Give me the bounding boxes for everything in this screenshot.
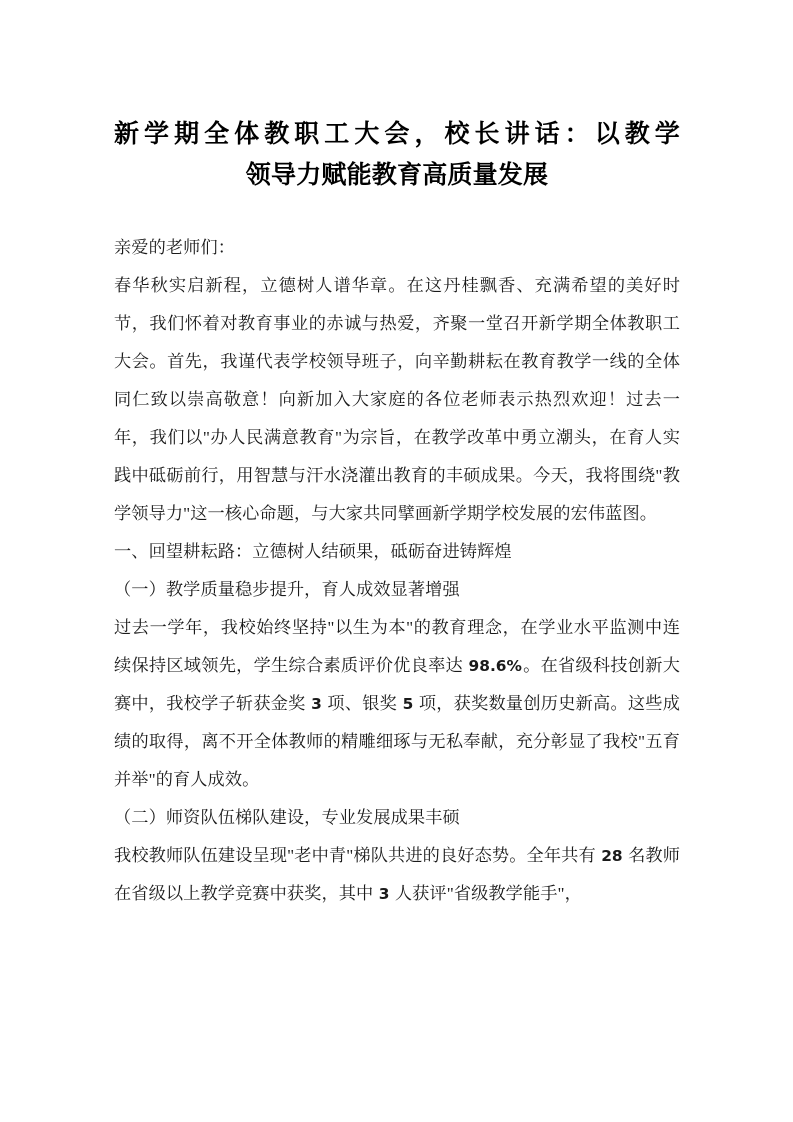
page-title-line-1: 新学期全体教职工大会，校长讲话：以教学: [114, 119, 680, 148]
text-run: 我校教师队伍建设呈现"老中青"梯队共进的良好态势。全年共有: [114, 846, 601, 865]
paragraph-opening: 春华秋实启新程，立德树人谱华章。在这丹桂飘香、充满希望的美好时节，我们怀着对教育事业的赤诚与热爱，齐聚一堂召开新学期全体教职工大会。首先，我谨代表学校领导班子，向辛勤耕耘在教育教学一线的全体同仁致以崇高敬意！向新加入大家庭的各位老师表示热烈欢迎！过去一年，我们以"办人民满意教育"为宗旨，在教学改革中勇立潮头，在育人实践中砥砺前行，用智慧与汗水浇灌出教育的丰硕成果。今天，我将围绕"教学领导力"这一核心命题，与大家共同擘画新学期学校发展的宏伟蓝图。: [114, 276, 680, 523]
text-run: 过去一学年，我校始终坚持"以生为本"的教育理念，在学业水平监测中连续保持区域领先，学生综合素质评价优良率达: [114, 618, 680, 675]
paragraph-faculty-development: [114, 837, 680, 913]
page-title: [114, 113, 680, 195]
subsection-heading-1-2: （二）师资队伍梯队建设，专业发展成果丰硕: [114, 808, 460, 827]
text-run: 项，获奖数量创历史新高。这些成绩的取得，离不开全体教师的精雕细琢与无私奉献，充分彰显了我校"五育并举"的育人成效。: [114, 694, 680, 789]
stat-silver-medals: 5: [402, 695, 414, 713]
text-run: 人获评"省级教学能手"，: [390, 884, 582, 903]
document-content: [114, 113, 680, 913]
page-title-line-2: 领导力赋能教育高质量发展: [245, 160, 549, 189]
paragraph-teaching-quality: [114, 609, 680, 799]
text-run: 。在省级科技创新大赛中，我校学子斩获金奖: [114, 656, 680, 713]
stat-award-teachers: 28: [601, 847, 623, 865]
stat-provincial-masters: 3: [378, 885, 390, 903]
text-run: 名教师在省级以上教学竞赛中获奖，其中: [114, 846, 680, 903]
section-heading-1: 一、回望耕耘路：立德树人结硕果，砥砺奋进铸辉煌: [114, 542, 512, 561]
salutation: 亲爱的老师们：: [114, 238, 236, 257]
subsection-heading-1-1: （一）教学质量稳步提升，育人成效显著增强: [114, 580, 460, 599]
stat-excellence-rate: 98.6%: [468, 657, 522, 675]
stat-gold-medals: 3: [311, 695, 322, 713]
text-run: 项、银奖: [322, 694, 402, 713]
